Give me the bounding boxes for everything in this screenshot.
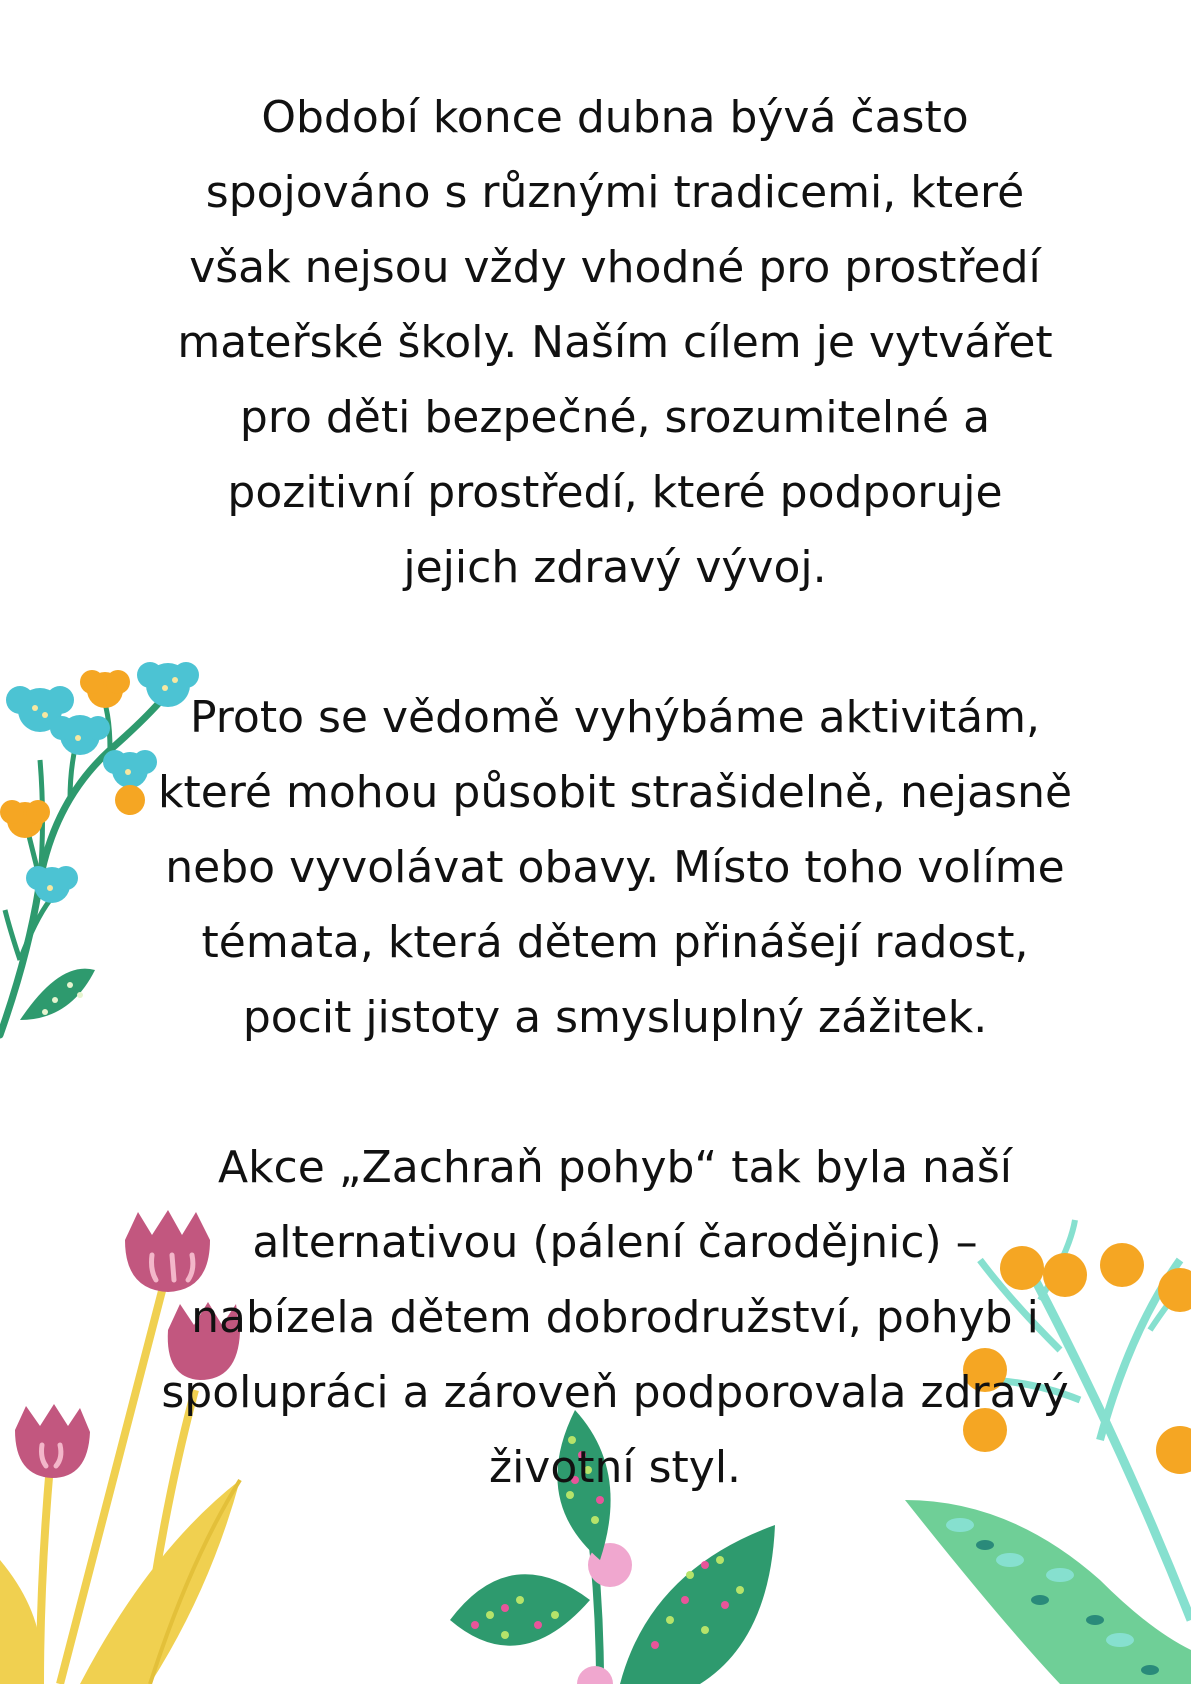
- paragraph-line: Období konce dubna bývá často: [261, 92, 969, 143]
- paragraph-line: nebo vyvolávat obavy. Místo toho volíme: [165, 842, 1065, 893]
- paragraph-line: životní styl.: [488, 1442, 742, 1493]
- paragraph-line: spojováno s různými tradicemi, které: [205, 167, 1025, 218]
- paragraph-line: mateřské školy. Naším cílem je vytvářet: [177, 317, 1053, 368]
- paragraph-line: alternativou (pálení čarodějnic) –: [252, 1217, 978, 1268]
- paragraph-line: Proto se vědomě vyhýbáme aktivitám,: [190, 692, 1040, 743]
- paragraph-line: však nejsou vždy vhodné pro prostředí: [189, 242, 1041, 293]
- paragraph-line: spolupráci a zároveň podporovala zdravý: [161, 1367, 1069, 1418]
- paragraph-line: Akce „Zachraň pohyb“ tak byla naší: [217, 1142, 1013, 1193]
- paragraph-line: pocit jistoty a smysluplný zážitek.: [242, 992, 988, 1043]
- paragraph-1: [150, 80, 1080, 605]
- paragraph-line: které mohou působit strašidelně, nejasně: [157, 767, 1073, 818]
- paragraph-line: pozitivní prostředí, které podporuje: [227, 467, 1003, 518]
- paragraph-3: [150, 1130, 1080, 1505]
- paragraph-line: pro děti bezpečné, srozumitelné a: [239, 392, 991, 443]
- paragraph-line: nabízela dětem dobrodružství, pohyb i: [191, 1292, 1039, 1343]
- paragraph-line: jejich zdravý vývoj.: [403, 542, 827, 593]
- paragraph-2: [150, 680, 1080, 1055]
- paragraph-line: témata, která dětem přinášejí radost,: [201, 917, 1029, 968]
